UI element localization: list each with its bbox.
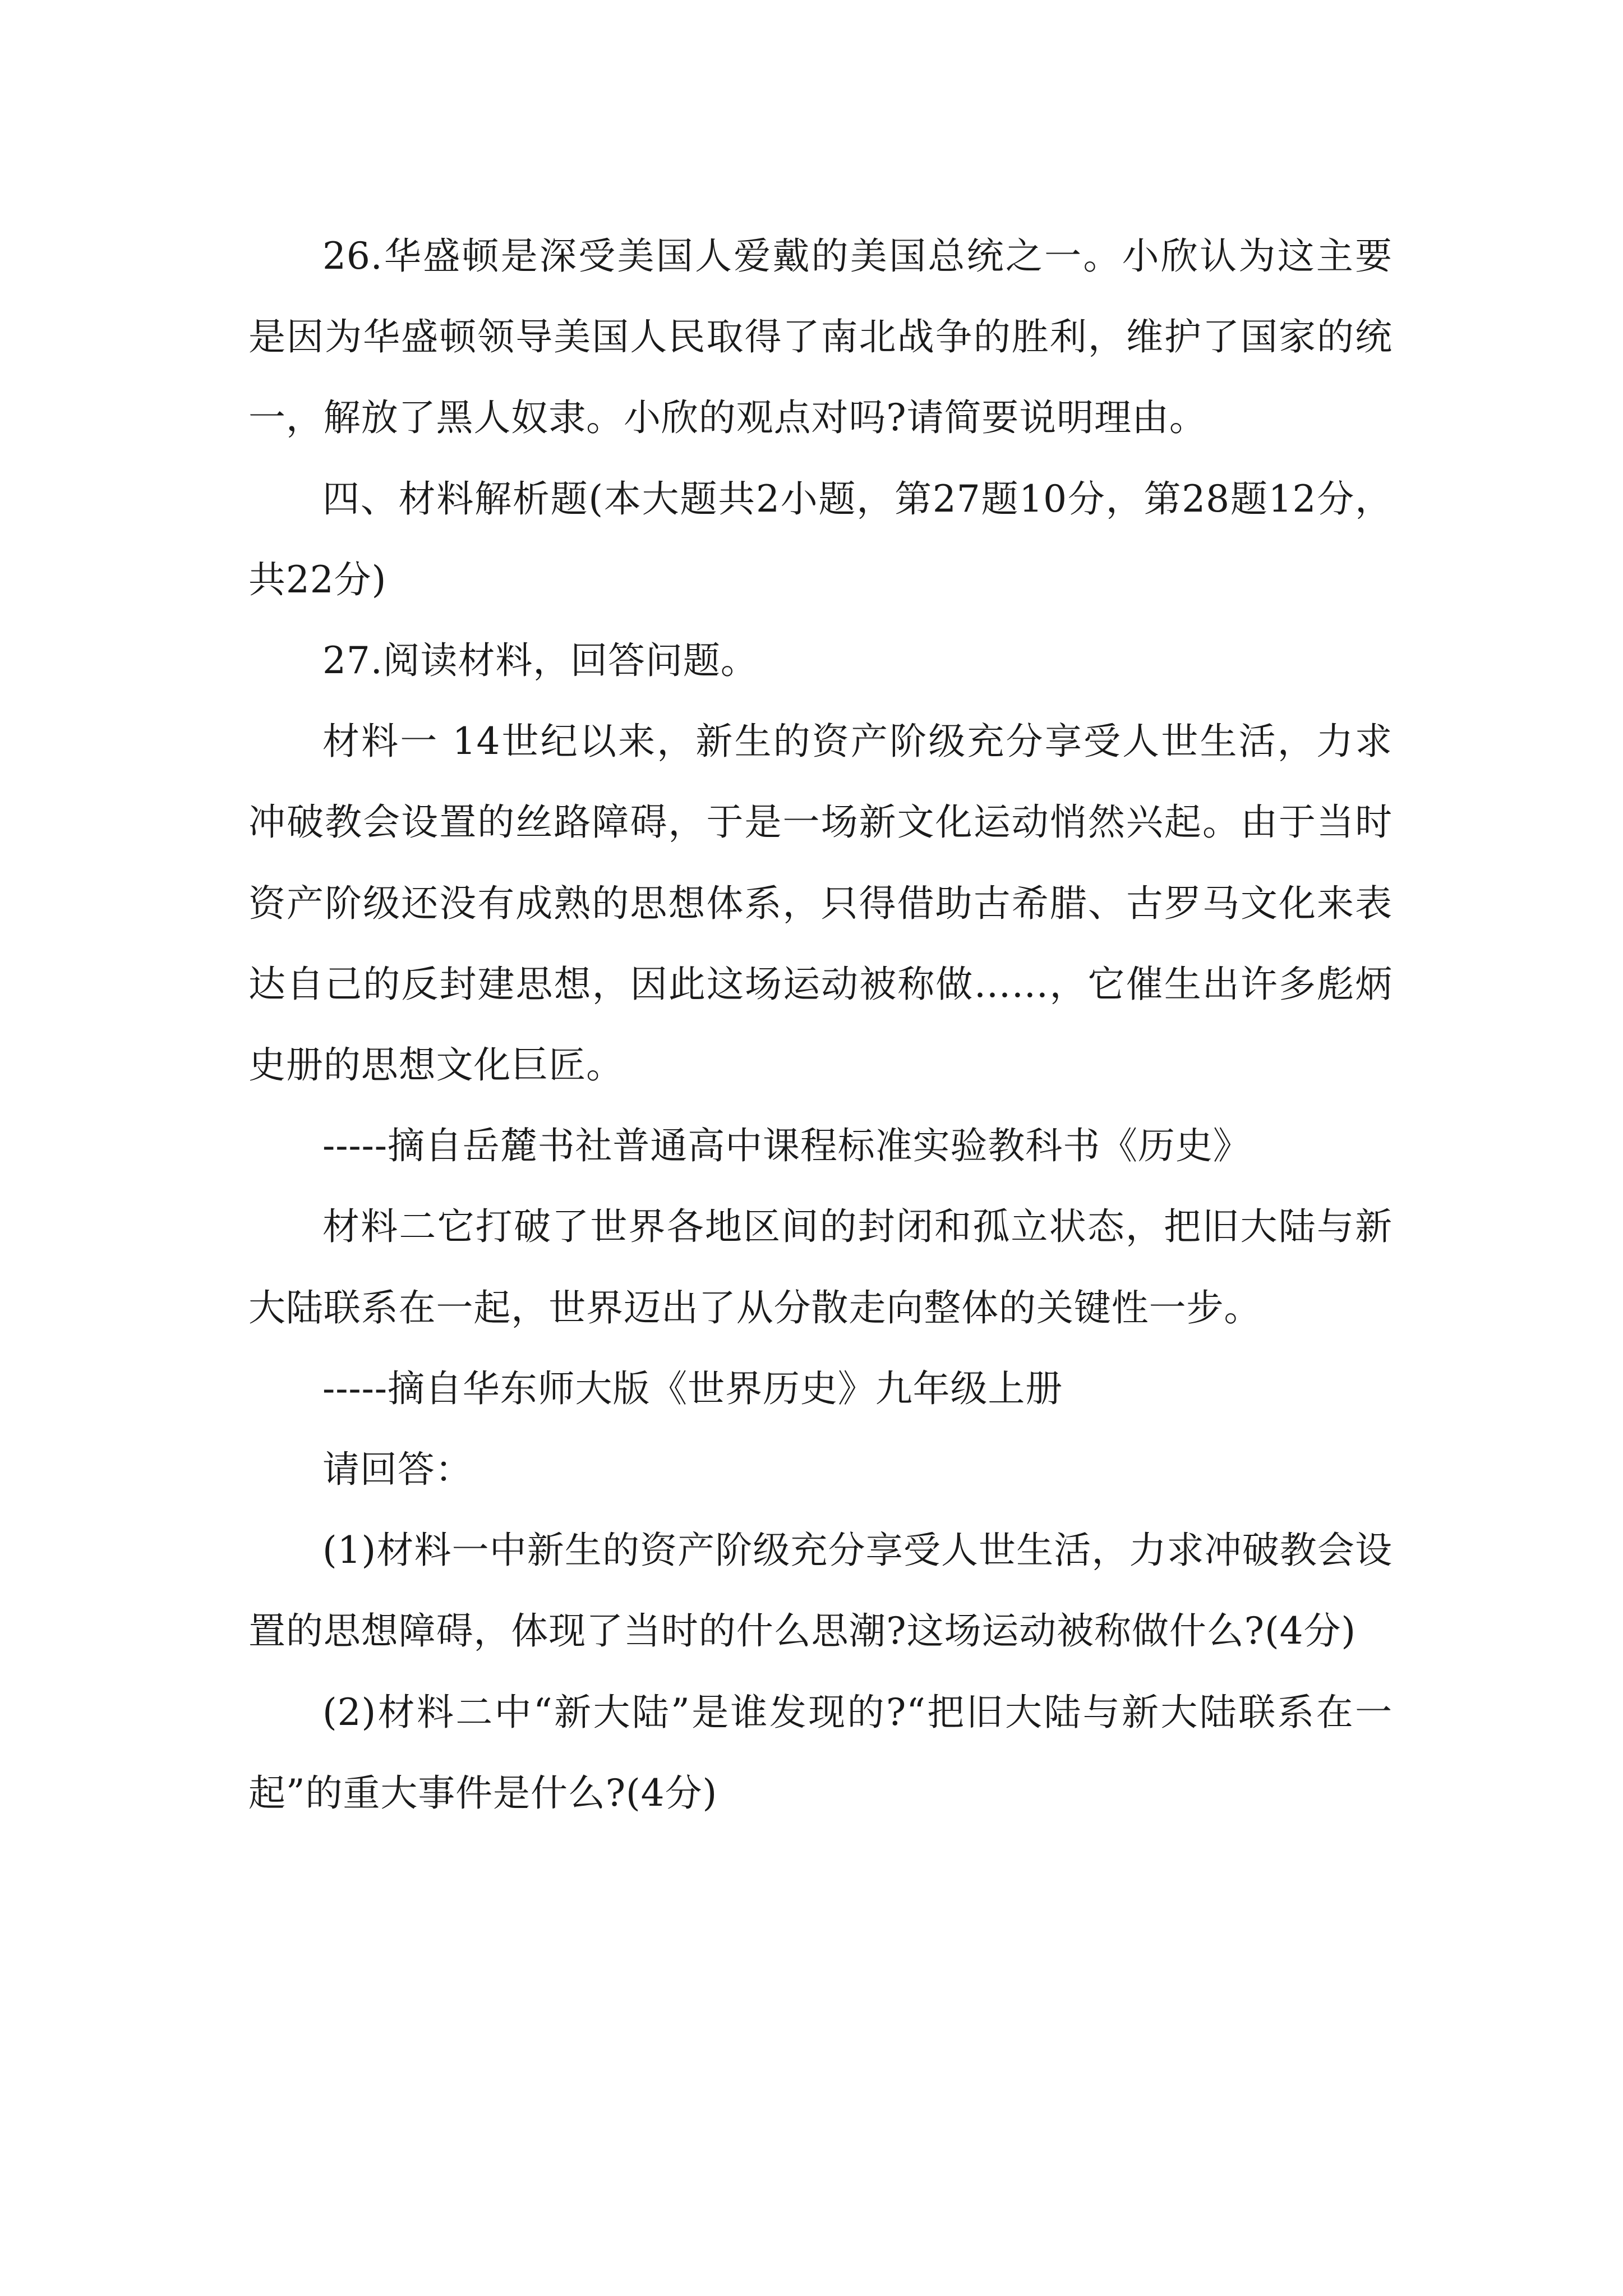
question-26: 26.华盛顿是深受美国人爱戴的美国总统之一。小欣认为这主要是因为华盛顿领导美国人民取得了南北战争的胜利，维护了国家的统一，解放了黑人奴隶。小欣的观点对吗?请简要说明理由。 <box>248 234 1393 440</box>
please-answer: 请回答： <box>322 1448 473 1492</box>
document-body <box>248 216 1393 1834</box>
material-two: 材料二它打破了世界各地区间的封闭和孤立状态，把旧大陆与新大陆联系在一起，世界迈出了从分散走向整体的关键性一步。 <box>248 1205 1393 1329</box>
material-two-source: -----摘自华东师大版《世界历史》九年级上册 <box>322 1366 1063 1410</box>
material-one: 材料一 14世纪以来，新生的资产阶级充分享受人世生活，力求冲破教会设置的丝路障碍，于是一场新文化运动悄然兴起。由于当时资产阶级还没有成熟的思想体系，只得借助古希腊、古罗马文化来表达自己的反封建思想，因此这场运动被称做……，它催生出许多彪炳史册的思想文化巨匠。 <box>248 720 1393 1087</box>
material-one-source: -----摘自岳麓书社普通高中课程标准实验教科书《历史》 <box>322 1124 1251 1168</box>
section-heading: 四、材料解析题(本大题共2小题，第27题10分，第28题12分，共22分) <box>248 477 1393 601</box>
sub-question-1: (1)材料一中新生的资产阶级充分享受人世生活，力求冲破教会设置的思想障碍，体现了当时的什么思潮?这场运动被称做什么?(4分) <box>248 1529 1393 1653</box>
sub-question-2: (2)材料二中“新大陆”是谁发现的?“把旧大陆与新大陆联系在一起”的重大事件是什么?(4分) <box>248 1690 1393 1815</box>
question-27-intro: 27.阅读材料，回答问题。 <box>322 639 758 683</box>
